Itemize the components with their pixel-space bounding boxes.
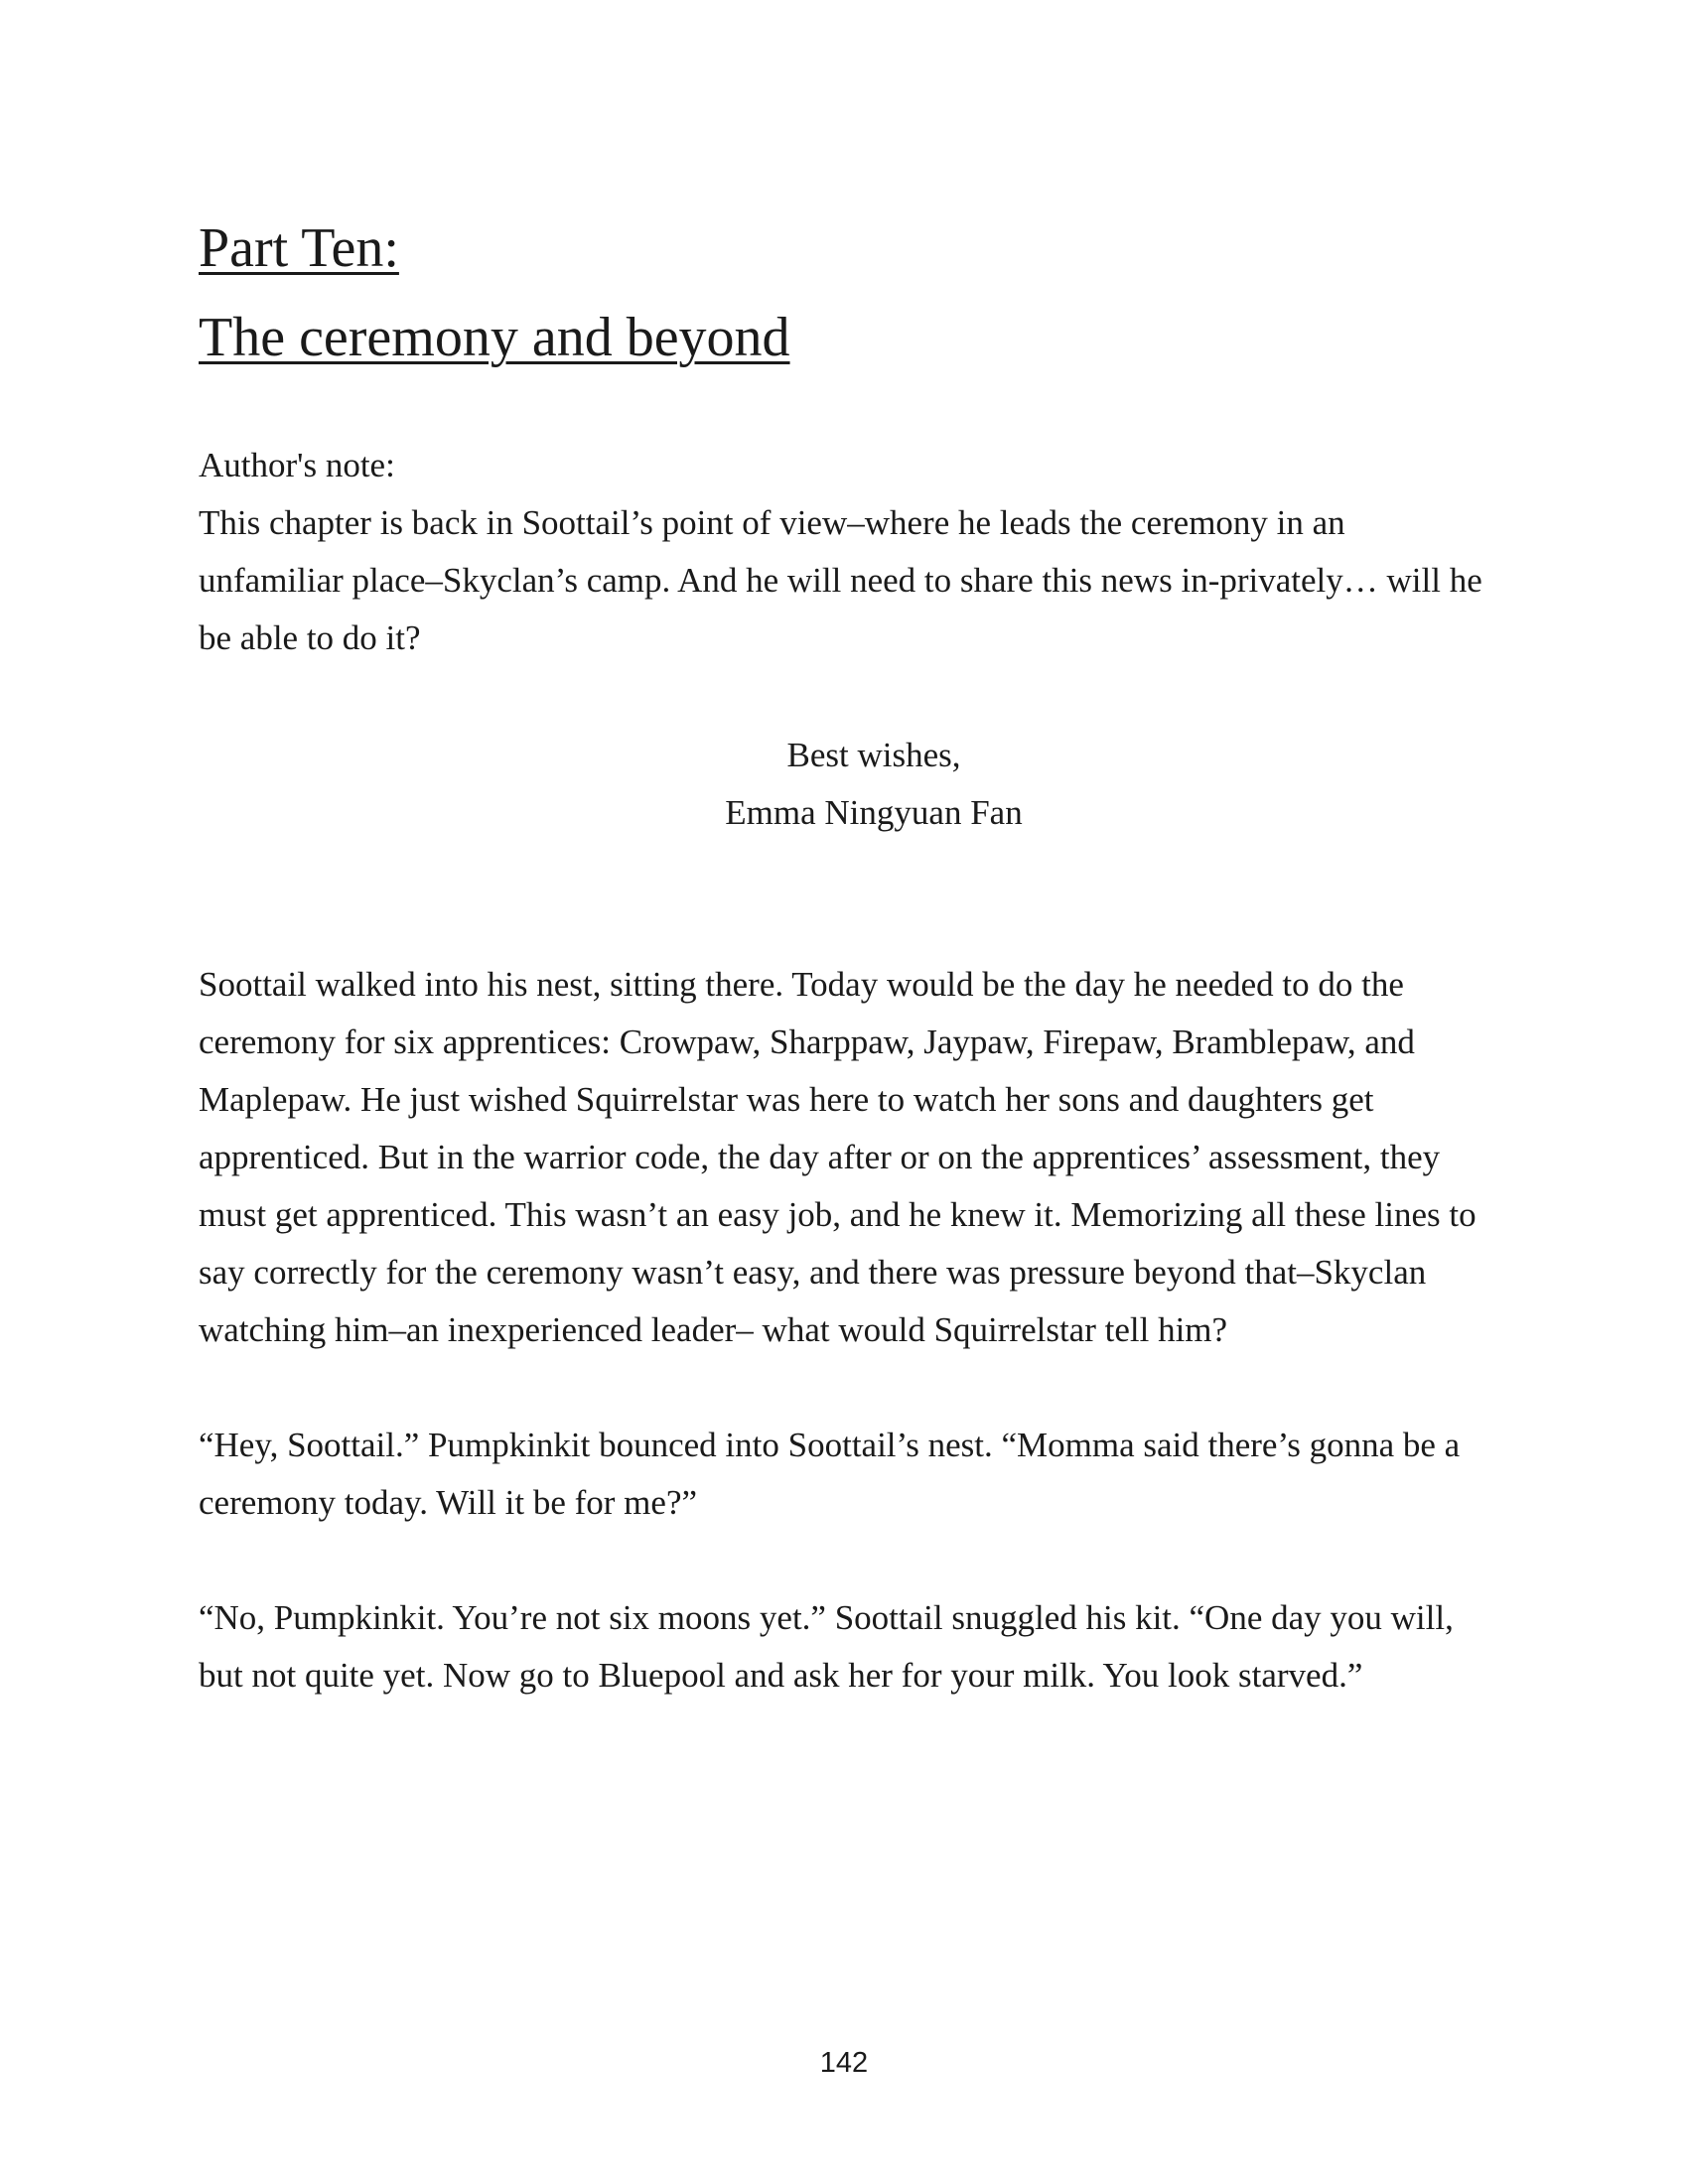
story-paragraph: “No, Pumpkinkit. You’re not six moons yet.” Soottail snuggled his kit. “One day you will, but not quite yet. Now go to Bluepool and ask her for your milk. You look starved.” xyxy=(199,1598,1454,1695)
page-number: 142 xyxy=(819,2047,869,2079)
story-paragraph: “Hey, Soottail.” Pumpkinkit bounced into Soottail’s nest. “Momma said there’s gonna be a ceremony today. Will it be for me?” xyxy=(199,1426,1461,1522)
chapter-subtitle: The ceremony and beyond xyxy=(199,307,790,368)
signoff-closing: Best wishes, xyxy=(786,736,961,774)
story-paragraph: Soottail walked into his nest, sitting there. Today would be the day he needed to do the ceremony for six apprentices: Crowpaw, Sharppaw, Jaypaw, Firepaw, Bramblepaw, and Maplepaw. He just wished Squirrelstar was here to watch her sons and daughters get apprenticed. But in the warrior code, the day after or on the apprentices’ assessment, they must get apprenticed. This wasn’t an easy job, and he knew it. Memorizing all these lines to say correctly for the ceremony wasn’t easy, and there was pressure beyond that–Skyclan watching him–an inexperienced leader– what would Squirrelstar tell him? xyxy=(199,965,1477,1349)
authors-note-text: This chapter is back in Soottail’s point of view–where he leads the ceremony in an unfamiliar place–Skyclan’s camp. And he will need to share this news in-privately… will he be able to do it? xyxy=(199,503,1482,657)
authors-note xyxy=(199,437,1489,667)
authors-note-label: Author's note: xyxy=(199,446,395,484)
chapter-number-title: Part Ten: xyxy=(199,217,399,279)
chapter-heading xyxy=(199,204,1489,382)
story-text xyxy=(199,956,1489,1762)
author-signoff xyxy=(0,727,1688,842)
signoff-author: Emma Ningyuan Fan xyxy=(725,793,1023,832)
